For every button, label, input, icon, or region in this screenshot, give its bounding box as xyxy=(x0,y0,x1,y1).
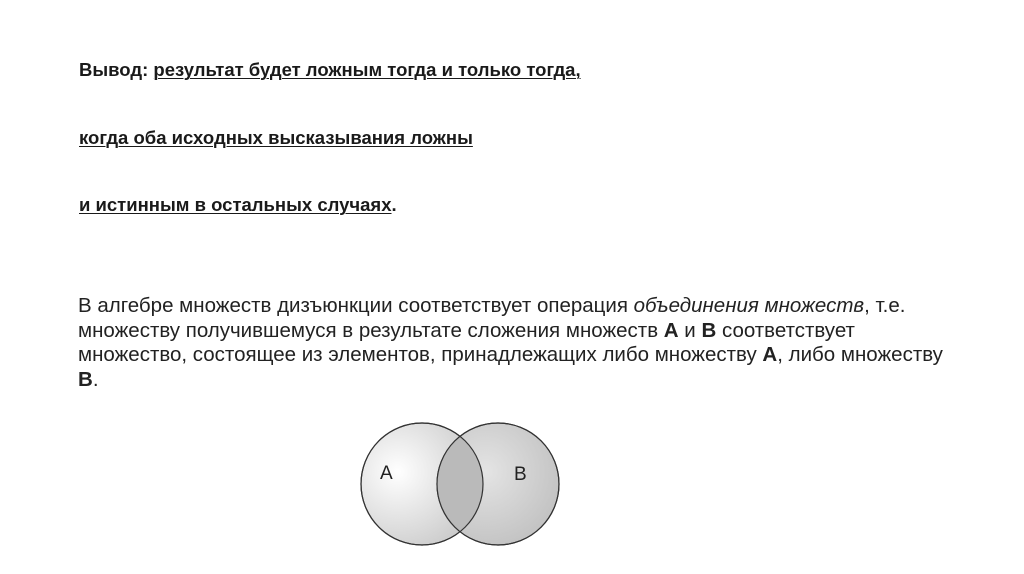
paragraph-text-6: . xyxy=(92,367,99,391)
conclusion-text-3: и истинным в остальных случаях xyxy=(79,194,392,215)
conclusion-line-2 xyxy=(79,127,473,149)
conclusion-text-1: результат будет ложным тогда и только тогда, xyxy=(153,59,581,80)
paragraph-text-4: соответствует множество, состоящее из элементов, принадлежащих либо множеству xyxy=(78,318,855,366)
conclusion-line-3 xyxy=(79,194,397,216)
conclusion-period: . xyxy=(391,194,397,215)
set-a-label: A xyxy=(380,463,393,484)
conclusion-text-2: когда оба исходных высказывания ложны xyxy=(79,127,473,148)
set-a-bold-2: A xyxy=(762,343,778,366)
venn-diagram xyxy=(360,410,590,560)
union-term: объединения множеств xyxy=(633,294,865,317)
set-a-bold: A xyxy=(663,318,679,342)
set-b-bold: B xyxy=(701,318,717,342)
union-definition-paragraph xyxy=(78,294,958,392)
paragraph-text-3: и xyxy=(678,318,702,342)
paragraph-text-1: В алгебре множеств дизъюнкции соответствует операция xyxy=(78,294,634,317)
set-b-label: B xyxy=(514,464,527,485)
paragraph-text-5: , либо множеству xyxy=(777,343,943,366)
set-b-bold-2: B xyxy=(78,367,93,391)
conclusion-line-1 xyxy=(79,59,581,81)
conclusion-label: Вывод: xyxy=(79,59,149,80)
paragraph-text-2: , т.е. множеству получившемуся в результате сложения множеств xyxy=(78,294,906,342)
